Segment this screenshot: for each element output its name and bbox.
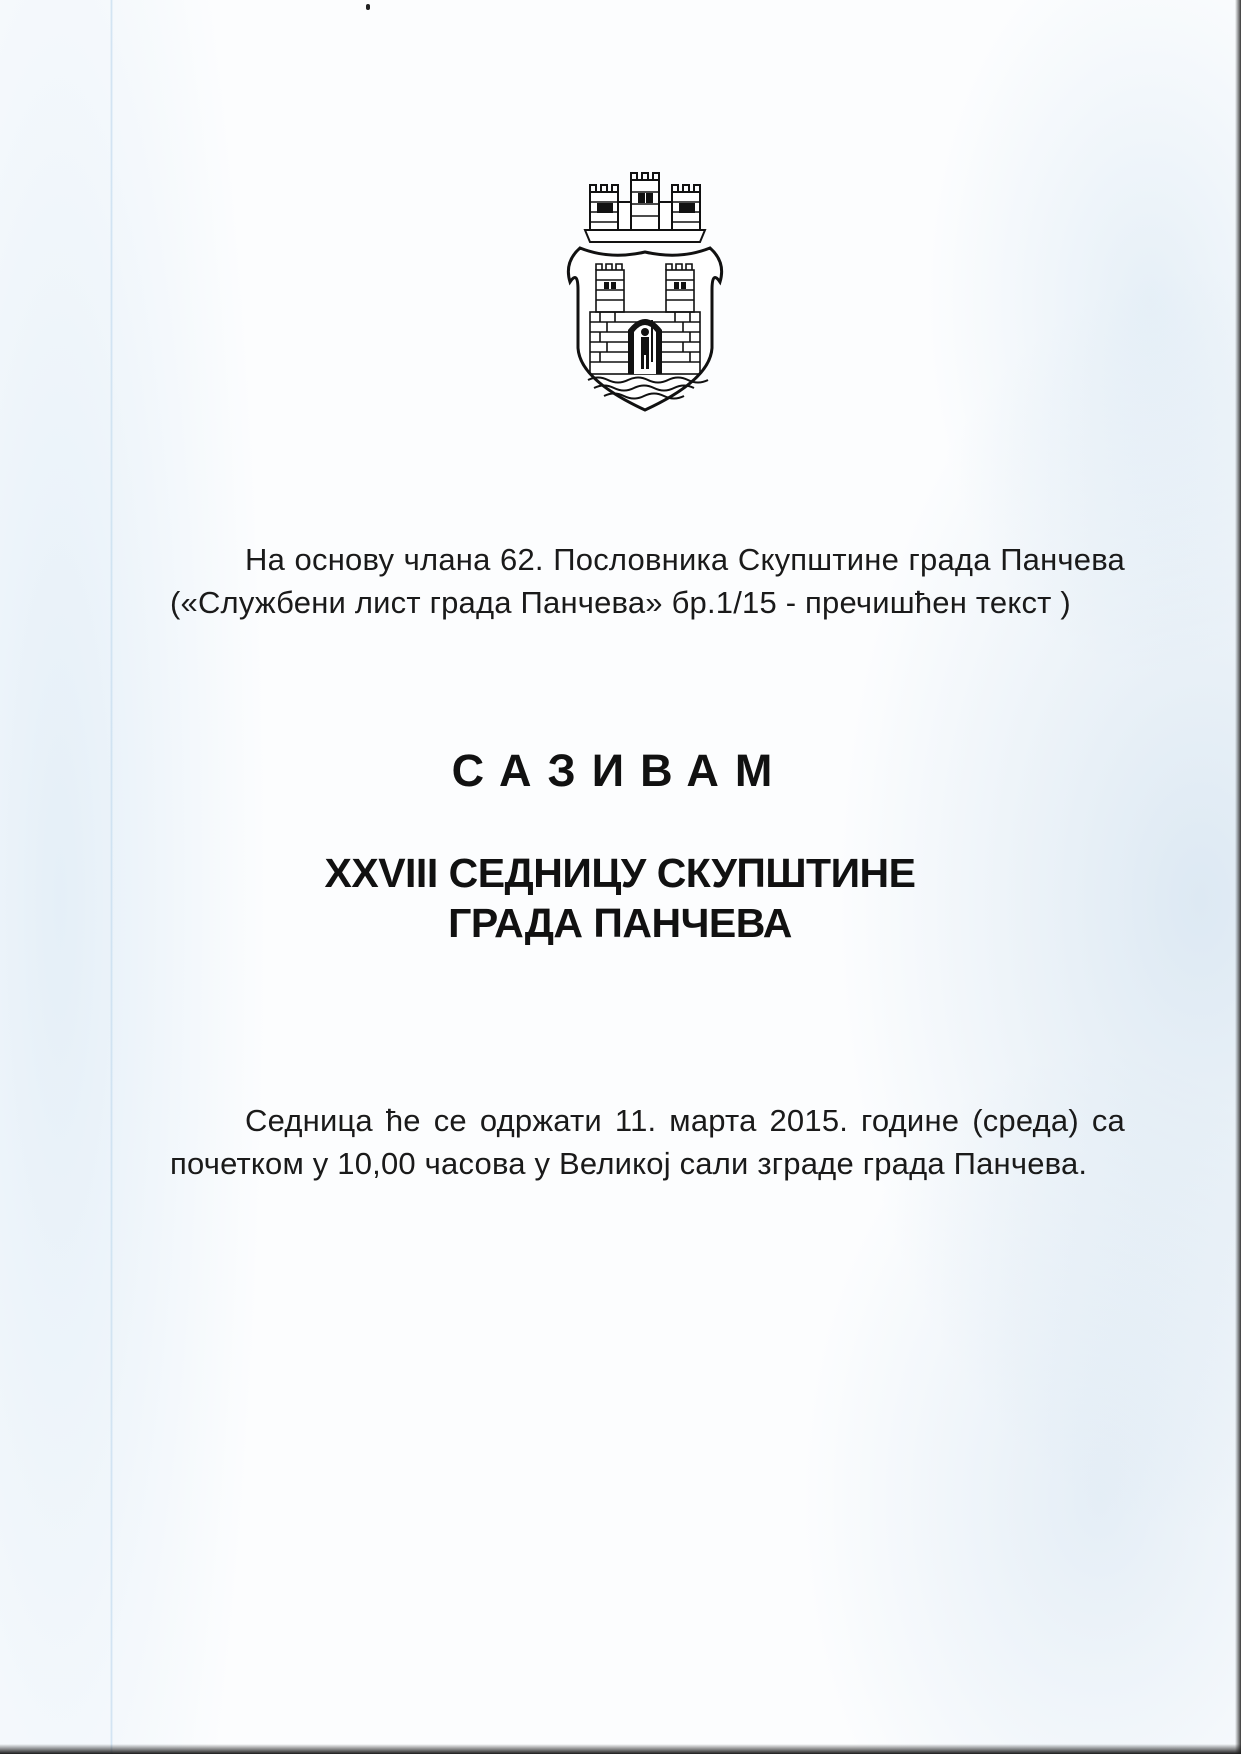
session-title bbox=[120, 848, 1120, 948]
legal-basis-text: На основу члана 62. Пословника Скупштине града Панчева («Службени лист града Панчева» бр.1/15 - пречишћен текст ) bbox=[170, 542, 1125, 620]
legal-basis-paragraph bbox=[170, 538, 1125, 624]
scan-right-edge bbox=[1235, 0, 1241, 1754]
session-title-line-1: XXVIII СЕДНИЦУ СКУПШТИНЕ bbox=[324, 850, 916, 896]
session-details-paragraph bbox=[170, 1099, 1125, 1185]
session-title-line-2: ГРАДА ПАНЧЕВА bbox=[448, 900, 792, 946]
convocation-heading: САЗИВАМ bbox=[451, 745, 789, 796]
session-details-text: Седница ће се одржати 11. марта 2015. године (среда) са почетком у 10,00 часова у Великој сали зграде града Панчева. bbox=[170, 1103, 1125, 1181]
scan-bottom-edge bbox=[0, 1744, 1241, 1754]
pancevo-coat-of-arms-icon bbox=[560, 170, 730, 420]
scan-speck bbox=[366, 4, 370, 10]
scan-fold-line bbox=[110, 0, 113, 1754]
